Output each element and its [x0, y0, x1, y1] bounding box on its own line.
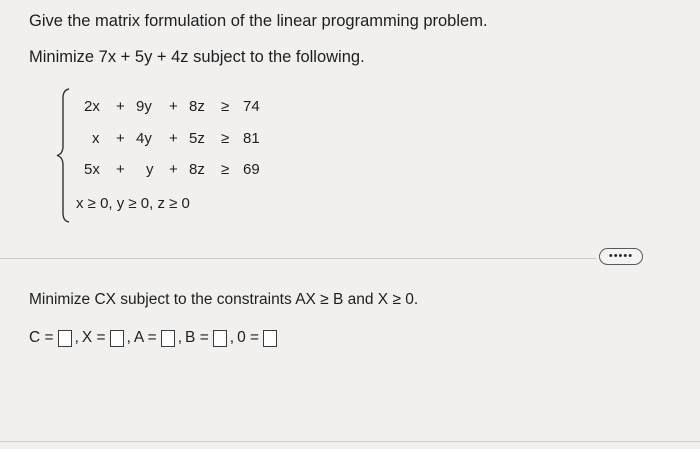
relation: ≥ [221, 98, 230, 115]
operator: + [169, 130, 178, 147]
separator: , [126, 329, 131, 346]
section-divider [0, 258, 596, 259]
operator: + [116, 161, 125, 178]
term: 8z [189, 98, 205, 115]
problem-statement: Minimize 7x + 5y + 4z subject to the following. [29, 48, 365, 66]
term: 8z [189, 161, 205, 178]
operator: + [169, 98, 178, 115]
term: 2x [84, 98, 100, 115]
operator: + [116, 98, 125, 115]
zero-matrix-input[interactable] [263, 330, 277, 347]
field-label-zero: 0 = [237, 329, 260, 346]
b-matrix-input[interactable] [213, 330, 227, 347]
field-label-b: B = [185, 329, 209, 346]
ellipsis-icon: ••••• [608, 250, 634, 262]
bottom-border [0, 441, 700, 442]
expand-more-button[interactable] [599, 248, 643, 265]
a-matrix-input[interactable] [161, 330, 175, 347]
field-label-x: X = [81, 329, 106, 346]
term: 9y [136, 98, 152, 115]
operator: + [169, 161, 178, 178]
x-matrix-input[interactable] [110, 330, 124, 347]
operator: + [116, 130, 125, 147]
c-matrix-input[interactable] [58, 330, 72, 347]
term: y [146, 161, 154, 178]
term: 5x [84, 161, 100, 178]
term: 4y [136, 130, 152, 147]
relation: ≥ [221, 161, 230, 178]
term: x [92, 130, 100, 147]
nonnegativity-constraints: x ≥ 0, y ≥ 0, z ≥ 0 [76, 195, 190, 212]
rhs: 69 [243, 161, 260, 178]
question-title: Give the matrix formulation of the linear programming problem. [29, 12, 488, 30]
term: 5z [189, 130, 205, 147]
rhs: 74 [243, 98, 260, 115]
matrix-prompt: Minimize CX subject to the constraints AX ≥ B and X ≥ 0. [29, 291, 419, 308]
rhs: 81 [243, 130, 260, 147]
separator: , [74, 329, 79, 346]
relation: ≥ [221, 130, 230, 147]
left-brace-icon [56, 88, 72, 223]
field-label-a: A = [133, 329, 157, 346]
field-label-c: C = [29, 329, 54, 346]
answer-fields [29, 329, 280, 347]
separator: , [177, 329, 183, 346]
separator: , [229, 329, 235, 346]
